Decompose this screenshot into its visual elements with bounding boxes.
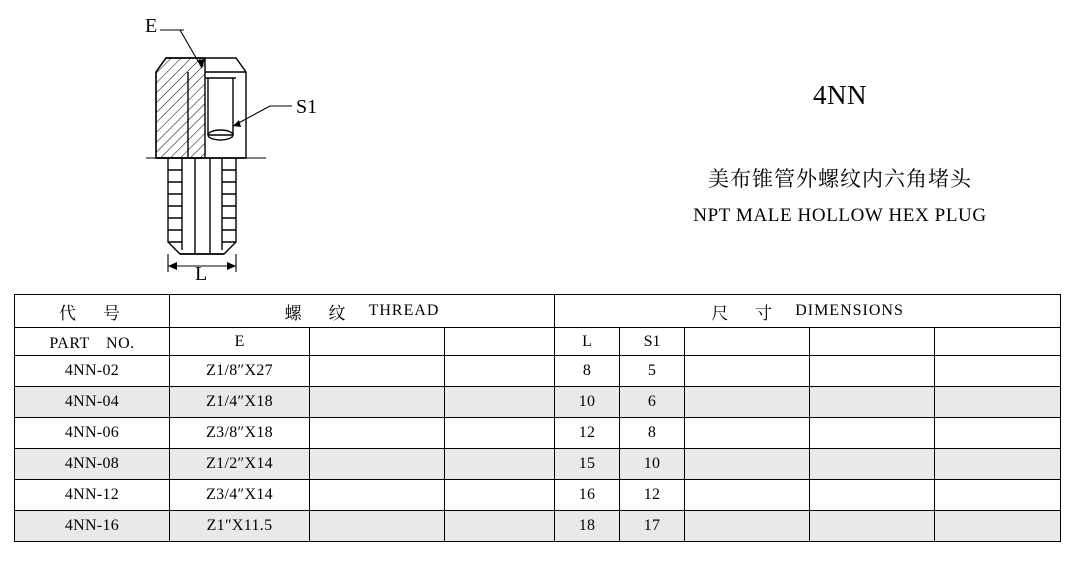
product-name-cn: 美布锥管外螺纹内六角堵头 [708, 167, 972, 191]
cell-blank-4 [810, 511, 935, 542]
cell-thread: Z1/4″X18 [170, 387, 310, 418]
table-row [15, 449, 1061, 480]
table-header-row-1 [15, 295, 1061, 328]
cell-blank-1 [310, 387, 445, 418]
product-code: 4NN [813, 80, 867, 110]
product-name-en: NPT MALE HOLLOW HEX PLUG [693, 205, 987, 226]
header-col-e: E [170, 328, 310, 356]
cell-blank-1 [310, 511, 445, 542]
cell-l: 12 [555, 418, 620, 449]
header-part-no-cn: 代 号 [15, 295, 170, 328]
cell-thread: Z1/8″X27 [170, 356, 310, 387]
table-row [15, 387, 1061, 418]
cell-blank-4 [810, 356, 935, 387]
cell-blank-3 [685, 449, 810, 480]
header-dimensions: 尺 寸 DIMENSIONS [555, 295, 1061, 328]
header-col-blank-4 [810, 328, 935, 356]
cell-part-no: 4NN-06 [15, 418, 170, 449]
cell-part-no: 4NN-04 [15, 387, 170, 418]
cell-blank-4 [810, 480, 935, 511]
cell-blank-3 [685, 511, 810, 542]
table-row [15, 480, 1061, 511]
header-col-blank-5 [935, 328, 1061, 356]
dimension-label-l: L [195, 263, 208, 280]
cell-l: 10 [555, 387, 620, 418]
dimension-label-e: E [145, 15, 158, 37]
cell-s1: 17 [620, 511, 685, 542]
cell-blank-2 [445, 387, 555, 418]
header-thread: 螺 纹 THREAD [170, 295, 555, 328]
cell-part-no: 4NN-02 [15, 356, 170, 387]
cell-l: 8 [555, 356, 620, 387]
cell-blank-1 [310, 356, 445, 387]
cell-thread: Z3/4″X14 [170, 480, 310, 511]
cell-s1: 6 [620, 387, 685, 418]
cell-l: 15 [555, 449, 620, 480]
cell-blank-5 [935, 356, 1061, 387]
cell-thread: Z1″X11.5 [170, 511, 310, 542]
cell-part-no: 4NN-08 [15, 449, 170, 480]
cell-blank-2 [445, 480, 555, 511]
header-col-l: L [555, 328, 620, 356]
cell-part-no: 4NN-12 [15, 480, 170, 511]
cell-s1: 5 [620, 356, 685, 387]
cell-thread: Z3/8″X18 [170, 418, 310, 449]
specification-table [14, 294, 1061, 542]
table-row [15, 356, 1061, 387]
header-col-blank-3 [685, 328, 810, 356]
cell-blank-4 [810, 449, 935, 480]
table-row [15, 511, 1061, 542]
cell-s1: 10 [620, 449, 685, 480]
cell-blank-3 [685, 480, 810, 511]
cell-blank-1 [310, 449, 445, 480]
table-row [15, 418, 1061, 449]
cell-blank-1 [310, 480, 445, 511]
cell-blank-1 [310, 418, 445, 449]
cell-blank-3 [685, 418, 810, 449]
cell-blank-2 [445, 511, 555, 542]
cell-s1: 12 [620, 480, 685, 511]
cell-blank-2 [445, 449, 555, 480]
cell-blank-3 [685, 356, 810, 387]
title-block [620, 80, 1060, 227]
cell-blank-5 [935, 387, 1061, 418]
cell-blank-2 [445, 418, 555, 449]
cell-blank-5 [935, 480, 1061, 511]
header-col-blank-1 [310, 328, 445, 356]
cell-blank-3 [685, 387, 810, 418]
part-drawing [120, 10, 460, 280]
cell-thread: Z1/2″X14 [170, 449, 310, 480]
table-header-row-2 [15, 328, 1061, 356]
cell-blank-4 [810, 418, 935, 449]
header-col-s1: S1 [620, 328, 685, 356]
header-part-no-en: PART NO. [15, 328, 170, 356]
cell-blank-2 [445, 356, 555, 387]
cell-blank-5 [935, 449, 1061, 480]
cell-s1: 8 [620, 418, 685, 449]
cell-part-no: 4NN-16 [15, 511, 170, 542]
cell-l: 18 [555, 511, 620, 542]
dimension-label-s1: S1 [296, 96, 318, 118]
cell-blank-5 [935, 511, 1061, 542]
cell-blank-5 [935, 418, 1061, 449]
header-col-blank-2 [445, 328, 555, 356]
cell-l: 16 [555, 480, 620, 511]
cell-blank-4 [810, 387, 935, 418]
